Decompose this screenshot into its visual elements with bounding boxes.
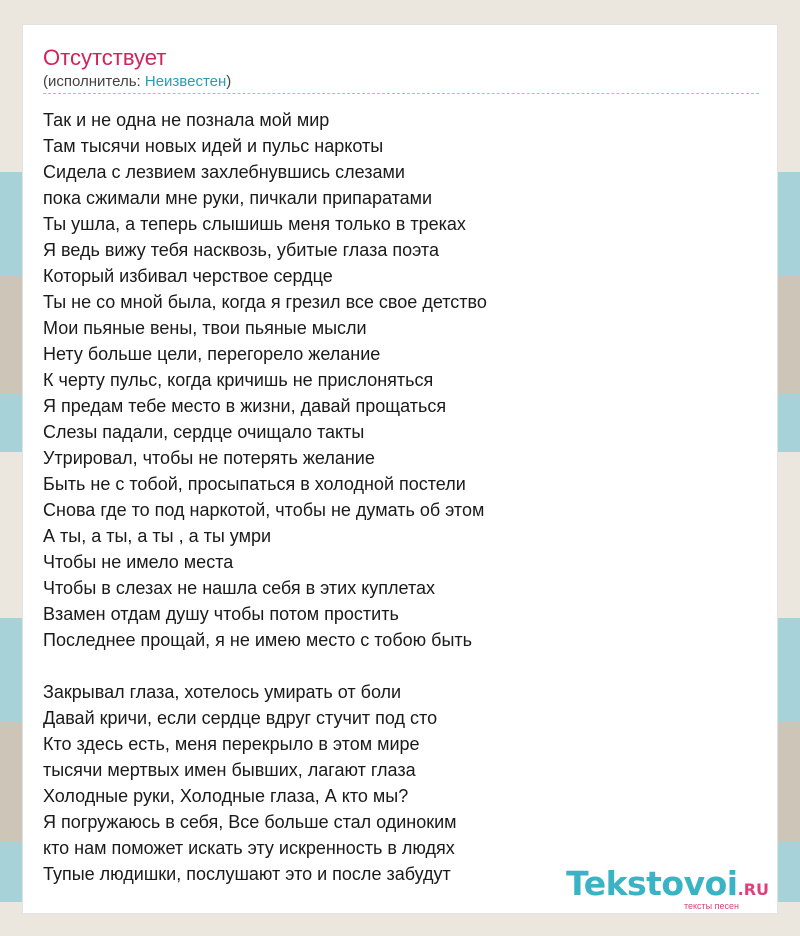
song-title: Отсутствует xyxy=(43,45,167,70)
lyric-line: Нету больше цели, перегорело желание xyxy=(43,344,381,364)
lyric-line: тысячи мертвых имен бывших, лагают глаза xyxy=(43,760,416,780)
performer-suffix: ) xyxy=(226,73,232,90)
lyric-line: Утрировал, чтобы не потерять желание xyxy=(43,448,375,468)
lyric-line: Ты ушла, а теперь слышишь меня только в треках xyxy=(43,214,466,234)
performer-link[interactable]: Неизвестен xyxy=(144,73,227,90)
performer-line xyxy=(43,73,231,91)
logo-domain-suffix: .RU xyxy=(737,880,769,899)
lyrics-body xyxy=(43,107,759,887)
lyric-line: Который избивал черствое сердце xyxy=(43,266,333,286)
lyric-line: Я ведь вижу тебя насквозь, убитые глаза поэта xyxy=(43,240,439,260)
performer-prefix: (исполнитель: xyxy=(43,73,145,90)
lyric-line: Ты не со мной была, когда я грезил все свое детство xyxy=(43,292,487,312)
lyric-line: Чтобы не имело места xyxy=(43,552,234,572)
lyric-line: Сидела с лезвием захлебнувшись слезами xyxy=(43,162,405,182)
lyric-line: Снова где то под наркотой, чтобы не думать об этом xyxy=(43,500,485,520)
dashed-divider xyxy=(43,93,759,94)
lyric-line: Кто здесь есть, меня перекрыло в этом мире xyxy=(43,734,420,754)
lyric-line: К черту пульс, когда кричишь не прислоняться xyxy=(43,370,434,390)
site-logo[interactable] xyxy=(566,864,769,911)
lyric-line: Слезы падали, сердце очищало такты xyxy=(43,422,365,442)
lyric-line: Тупые людишки, послушают это и после забудут xyxy=(43,864,451,884)
lyric-line: Взамен отдам душу чтобы потом простить xyxy=(43,604,399,624)
lyric-line: Давай кричи, если сердце вдруг стучит под сто xyxy=(43,708,438,728)
logo-tagline: тексты песен xyxy=(683,901,739,911)
lyric-line: Закрывал глаза, хотелось умирать от боли xyxy=(43,682,402,702)
lyric-line: Быть не с тобой, просыпаться в холодной постели xyxy=(43,474,466,494)
lyric-line: Последнее прощай, я не имею место с тобою быть xyxy=(43,630,473,650)
lyric-line: Так и не одна не познала мой мир xyxy=(43,110,330,130)
lyric-line: Я предам тебе место в жизни, давай прощаться xyxy=(43,396,447,416)
lyrics-card xyxy=(22,24,778,914)
lyric-line: кто нам поможет искать эту искренность в людях xyxy=(43,838,455,858)
lyric-line: Чтобы в слезах не нашла себя в этих куплетах xyxy=(43,578,436,598)
lyric-line: Мои пьяные вены, твои пьяные мысли xyxy=(43,318,367,338)
lyric-line: пока сжимали мне руки, пичкали припаратами xyxy=(43,188,433,208)
lyric-line: Там тысячи новых идей и пульс наркоты xyxy=(43,136,384,156)
stanza-break xyxy=(43,653,759,679)
lyric-line: Холодные руки, Холодные глаза, А кто мы? xyxy=(43,786,409,806)
lyric-line: А ты, а ты, а ты , а ты умри xyxy=(43,526,272,546)
logo-wordmark xyxy=(566,864,769,903)
logo-main-text: Tekstovoi xyxy=(566,864,738,903)
lyric-line: Я погружаюсь в себя, Все больше стал одиноким xyxy=(43,812,457,832)
